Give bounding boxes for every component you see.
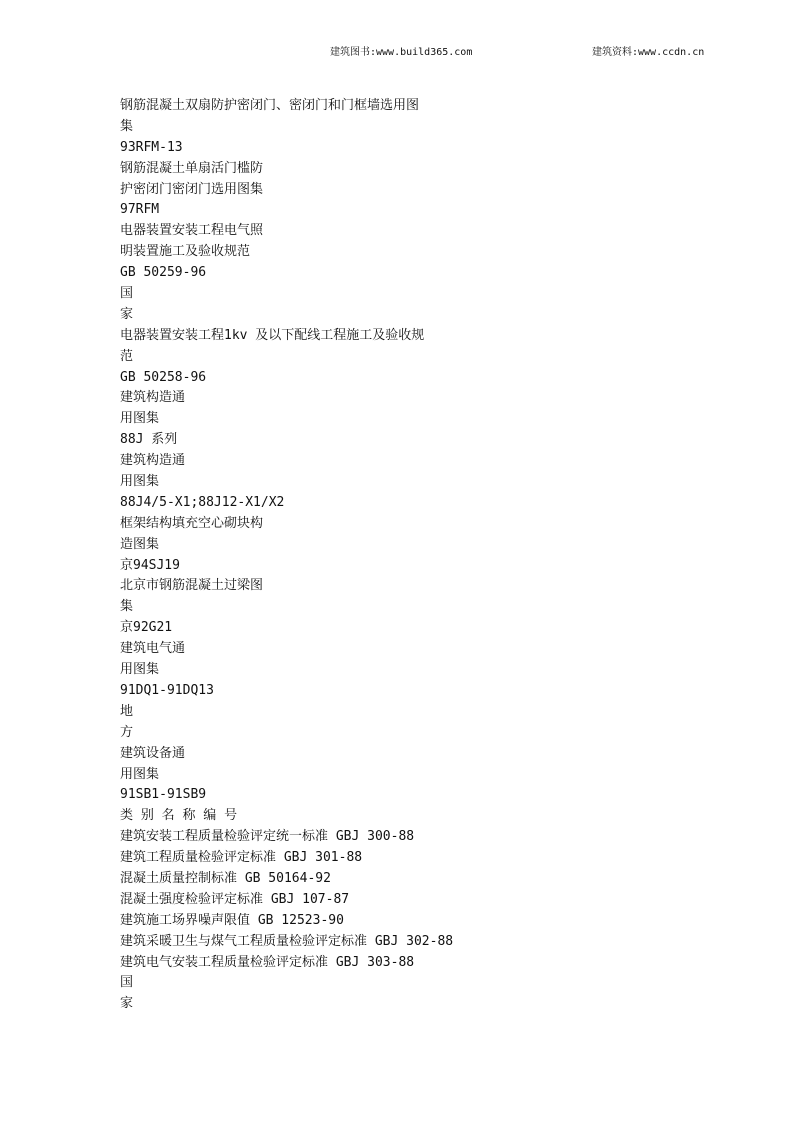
header-right-site: 建筑资料:www.ccdn.cn [592, 47, 705, 58]
text-line: 88J 系列 [120, 432, 178, 448]
text-line: 93RFM-13 [120, 139, 183, 155]
text-line: 建筑设备通 [120, 745, 186, 761]
text-line: 京94SJ19 [120, 557, 180, 573]
text-line: 电器装置安装工程1kv 及以下配线工程施工及验收规 [120, 327, 425, 343]
text-line: GB 50258-96 [120, 369, 207, 385]
text-line: 用图集 [120, 662, 160, 678]
header-left-site: 建筑图书:www.build365.com [330, 47, 473, 58]
text-line: 建筑电气安装工程质量检验评定标准 GBJ 303-88 [120, 954, 415, 970]
text-line: 框架结构填充空心砌块构 [120, 515, 264, 531]
text-line: 集 [120, 599, 134, 615]
text-line: 建筑电气通 [120, 641, 186, 657]
text-line: 钢筋混凝土双扇防护密闭门、密闭门和门框墙选用图 [120, 98, 420, 113]
text-line: 造图集 [120, 536, 160, 552]
text-line: 集 [120, 118, 134, 134]
table-header-line: 类 别 名 称 编 号 [120, 808, 238, 824]
text-line: 北京市钢筋混凝土过梁图 [120, 578, 264, 594]
text-line: 明装置施工及验收规范 [120, 244, 251, 260]
text-line: 97RFM [120, 202, 160, 218]
text-line: 国 [120, 975, 134, 991]
text-line: 家 [120, 306, 134, 322]
text-line: 建筑构造通 [120, 453, 186, 469]
text-line: 用图集 [120, 411, 160, 427]
text-line: 范 [120, 348, 134, 364]
text-line: 混凝土质量控制标准 GB 50164-92 [120, 870, 331, 886]
text-line: 钢筋混凝土单扇活门槛防 [120, 160, 264, 176]
text-line: 国 [120, 286, 134, 302]
text-line: 地 [120, 703, 134, 719]
text-line: 用图集 [120, 766, 160, 782]
text-line: 91DQ1-91DQ13 [120, 682, 214, 698]
text-line: 88J4/5-X1;88J12-X1/X2 [120, 494, 285, 510]
document-body [120, 96, 740, 1015]
text-line: 护密闭门密闭门选用图集 [120, 181, 264, 197]
text-line: 京92G21 [120, 620, 173, 636]
text-line: 建筑采暖卫生与煤气工程质量检验评定标准 GBJ 302-88 [120, 933, 454, 949]
text-line: 建筑安装工程质量检验评定统一标准 GBJ 300-88 [120, 829, 415, 845]
text-line: 家 [120, 996, 134, 1012]
text-line: 91SB1-91SB9 [120, 787, 207, 803]
text-line: 方 [120, 724, 134, 740]
text-line: 建筑构造通 [120, 390, 186, 406]
text-line: 混凝土强度检验评定标准 GBJ 107-87 [120, 891, 350, 907]
text-line: 建筑施工场界噪声限值 GB 12523-90 [120, 912, 344, 928]
text-line: 用图集 [120, 474, 160, 490]
text-line: GB 50259-96 [120, 265, 207, 281]
text-line: 建筑工程质量检验评定标准 GBJ 301-88 [120, 850, 363, 866]
text-line: 电器装置安装工程电气照 [120, 223, 264, 239]
